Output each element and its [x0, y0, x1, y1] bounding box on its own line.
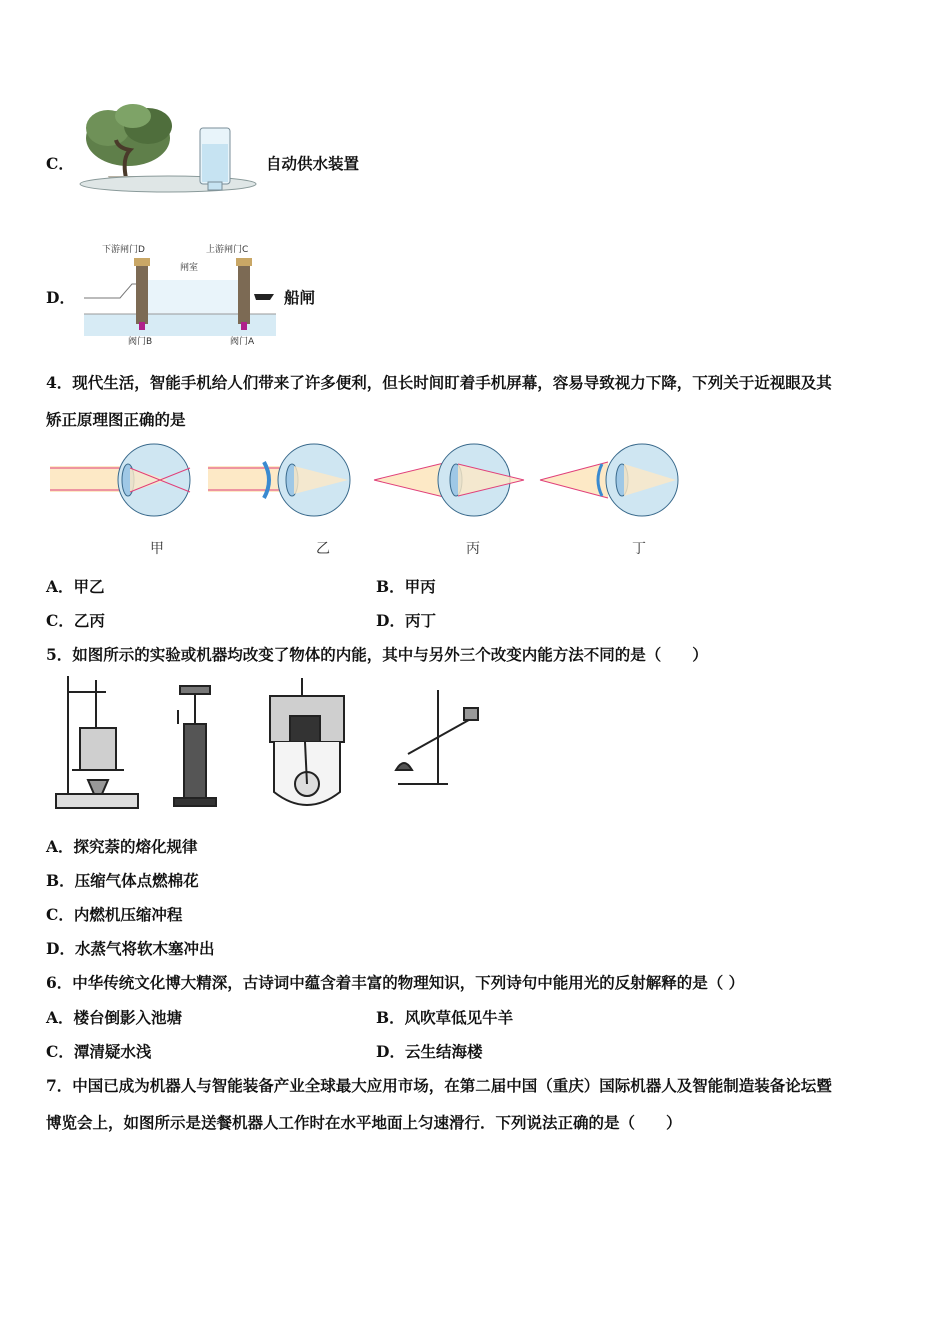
caption-jia: 甲 — [150, 541, 164, 557]
option-d-text: 船闸 — [284, 288, 316, 307]
chamber-label: 闸室 — [180, 263, 199, 273]
option-c-letter: C． — [46, 154, 74, 173]
experiment-figures — [52, 672, 492, 818]
q6-stem: 6．中华传统文化博大精深，古诗词中蕴含着丰富的物理知识，下列诗句中能用光的反射解释的是（ ） — [46, 973, 745, 992]
valve-a-label: 阀门A — [230, 337, 255, 347]
q7-stem-line1: 7．中国已成为机器人与智能装备产业全球最大应用市场，在第二届中国（重庆）国际机器人及智能制造装备论坛暨 — [46, 1076, 832, 1095]
q4-option-c: C．乙丙 — [46, 611, 105, 630]
option-c-text: 自动供水装置 — [266, 154, 360, 173]
q6-option-c: C．潭清疑水浅 — [46, 1042, 152, 1061]
q4-option-d: D．丙丁 — [376, 611, 436, 630]
q5-option-c: C．内燃机压缩冲程 — [46, 905, 183, 924]
melting-experiment-figure — [56, 676, 138, 808]
gate-c-label: 上游闸门C — [206, 245, 249, 255]
q4-stem-line1: 4．现代生活，智能手机给人们带来了许多便利，但长时间盯着手机屏幕，容易导致视力下降，下列关于近视眼及其 — [46, 373, 832, 392]
q4-option-a: A．甲乙 — [46, 577, 105, 596]
auto-water-supply-figure — [78, 98, 268, 198]
valve-b-label: 阀门B — [128, 337, 153, 347]
compression-pump-figure — [174, 686, 216, 806]
option-d-letter: D． — [46, 288, 75, 307]
caption-bing: 丙 — [466, 541, 480, 557]
q5-stem: 5．如图所示的实验或机器均改变了物体的内能，其中与另外三个改变内能方法不同的是（ ） — [46, 645, 708, 664]
steam-tube-figure — [396, 690, 478, 784]
eye-diagram-jia — [50, 444, 190, 516]
q5-option-a: A．探究萘的熔化规律 — [46, 837, 198, 856]
engine-cylinder-figure — [270, 678, 344, 805]
q4-option-b: B．甲丙 — [376, 577, 436, 596]
q5-option-b: B．压缩气体点燃棉花 — [46, 871, 199, 890]
q7-stem-line2: 博览会上，如图所示是送餐机器人工作时在水平地面上匀速滑行．下列说法正确的是（ ） — [46, 1113, 682, 1132]
eye-diagram-ding — [540, 444, 678, 516]
caption-yi: 乙 — [316, 541, 330, 557]
eye-diagram-bing — [374, 444, 524, 516]
q5-option-d: D．水蒸气将软木塞冲出 — [46, 939, 215, 958]
q6-option-d: D．云生结海楼 — [376, 1042, 483, 1061]
eye-diagrams — [48, 444, 688, 520]
ship-lock-figure — [80, 238, 280, 348]
q6-option-b: B．风吹草低见牛羊 — [376, 1008, 514, 1027]
q6-option-a: A．楼台倒影入池塘 — [46, 1008, 183, 1027]
q4-stem-line2: 矫正原理图正确的是 — [46, 410, 186, 429]
gate-d-label: 下游闸门D — [102, 245, 145, 255]
caption-ding: 丁 — [632, 541, 646, 557]
eye-diagram-yi — [208, 444, 350, 516]
